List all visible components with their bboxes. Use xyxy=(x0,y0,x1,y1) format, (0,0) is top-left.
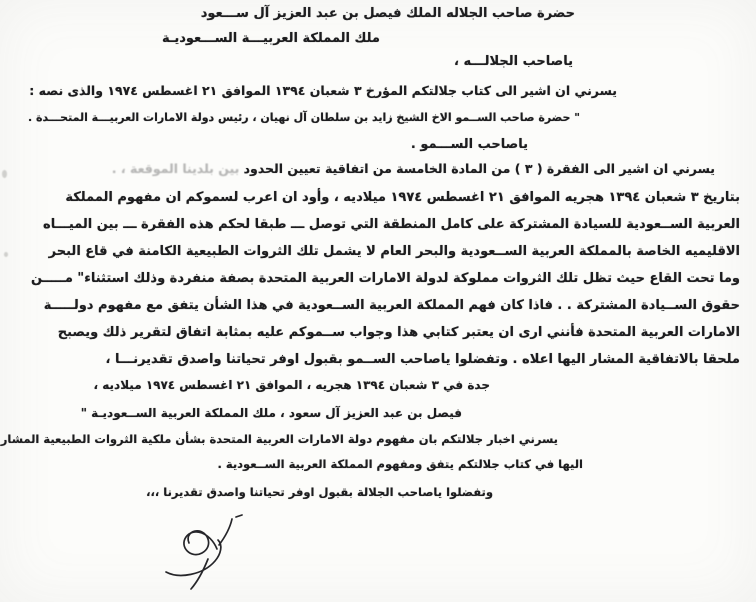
letter-addressee-subtitle: ملك المملكة العربيـــة الســـعوديـة xyxy=(162,31,380,46)
paragraph-2-line-1 xyxy=(112,161,715,177)
paragraph-2-line-2: بتاريخ ٣ شعبان ١٣٩٤ هجريه الموافق ٢١ اغسطس ١٩٧٤ ميلاديه ، وأود ان اعرب لسموكم ان مفهوم المملكة xyxy=(65,190,740,205)
scan-artifact xyxy=(4,252,8,257)
paragraph-3-line-2: اليها في كتاب جلالتكم يتفق ومفهوم المملكة العربية الســعودية . xyxy=(217,457,583,471)
paragraph-2-line-6: حقوق الســيادة المشتركة . . فاذا كان فهم المملكة العربية الســعودية في هذا الشأن يتفق مع مفهوم دولـــــة xyxy=(43,298,740,313)
signature-scribble xyxy=(158,514,250,594)
paragraph-2-line-7: الامارات العربية المتحدة فأنني ارى ان يعتبر كتابي هذا وجواب ســموكم عليه بمثابة اتفاق لتقرير ذلك ويصبح xyxy=(57,325,740,340)
paragraph-2-line-8: ملحقا بالاتفاقية المشار اليها اعلاه . وتفضلوا ياصاحب الســمو بقبول اوفر تحياتنا واصدق تقديرنـــا ، xyxy=(105,352,740,367)
scan-artifact xyxy=(2,170,7,178)
paragraph-2-line-3: العربية الســعودية للسيادة المشتركة على كامل المنطقة التي توصل ـــ طبقا لحكم هذه الفقرة ـــ بين الميـــاه xyxy=(43,217,740,232)
signature-icon xyxy=(158,514,250,594)
paragraph-2-line-5: وما تحت القاع حيث تظل تلك الثروات مملوكة لدولة الامارات العربية المتحدة بصفة منفردة وذلك استثناء" مـــــن xyxy=(30,271,740,286)
paragraph-3-line-1: يسرني اخبار جلالتكم بان مفهوم دولة الامارات العربية المتحدة بشأن ملكية الثروات الطبيعية المشار xyxy=(0,432,558,446)
salutation-highness: ياصاحب الســـمو . xyxy=(410,137,528,152)
paragraph-1-line-1: يسرني ان اشير الى كتاب جلالتكم المؤرخ ٣ شعبان ١٣٩٤ الموافق ٢١ اغسطس ١٩٧٤ والذى نصه : xyxy=(29,83,617,98)
quoted-letter-date-line: جدة في ٣ شعبان ١٣٩٤ هجريه ، الموافق ٢١ اغسطس ١٩٧٤ ميلاديه ، xyxy=(93,378,490,392)
salutation-majesty: ياصاحب الجلالـــه ، xyxy=(454,54,573,69)
paragraph-2-line-4: الاقليميه الخاصة بالمملكة العربية الســعودية والبحر العام لا يشمل تلك الثروات الطبيعية الكامنة في قاع البحر xyxy=(48,244,740,259)
closing-line: وتفضلوا ياصاحب الجلالة بقبول اوفر تحياتنا واصدق تقديرنا ،،، xyxy=(146,485,493,499)
letter-addressee-title: حضرة صاحب الجلاله الملك فيصل بن عبد العزيز آل ســـعود xyxy=(200,6,575,21)
paragraph-2-line-1-main: يسرني ان اشير الى الفقرة ( ٣ ) من المادة الخامسة من اتفاقية تعيين الحدود xyxy=(243,161,715,176)
quoted-letter-addressee: " حضرة صاحب الســمو الاخ الشيخ زايد بن سلطان آل نهيان ، رئيس دولة الامارات العربيـــة المتحـــدة . xyxy=(28,111,580,124)
paragraph-2-line-1-faded: بين بلدينا الموقعة ، . xyxy=(111,161,240,176)
quoted-letter-signature-line: فيصل بن عبد العزيز آل سعود ، ملك المملكة العربية الســعوديـة " xyxy=(80,406,462,420)
